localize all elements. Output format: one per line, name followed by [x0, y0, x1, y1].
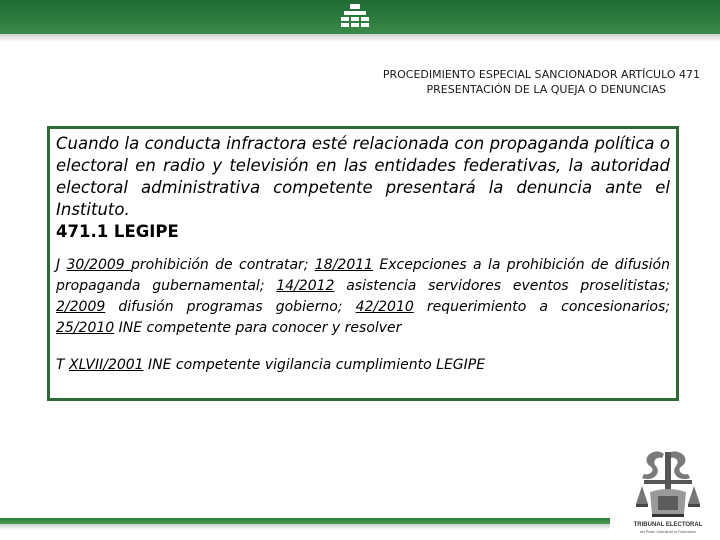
top-green-bar	[0, 0, 720, 34]
bottom-bar-shadow	[0, 524, 610, 530]
thesis-paragraph	[56, 355, 670, 376]
jurisprudence-link-5[interactable]: 42/2010	[355, 299, 414, 315]
tribunal-electoral-seal-logo	[628, 446, 708, 538]
header-line-2: PRESENTACIÓN DE LA QUEJA O DENUNCIAS	[426, 83, 666, 96]
jurisprudence-paragraph	[56, 255, 670, 339]
jurisprudence-text-1: prohibición de contratar;	[131, 257, 315, 273]
jurisprudence-link-3[interactable]: 14/2012	[276, 278, 335, 294]
thesis-link[interactable]: XLVII/2001	[69, 357, 144, 373]
jurisprudence-text-2: Excepciones a la prohibición de difusión propaganda gubernamental;	[56, 257, 670, 294]
top-bar-shadow	[0, 34, 720, 42]
org-chart-icon	[337, 3, 373, 31]
slide-header	[200, 67, 700, 97]
jurisprudence-text-4: difusión programas gobierno;	[105, 299, 356, 315]
jurisprudence-link-1[interactable]: 30/2009	[66, 257, 132, 273]
jurisprudence-link-4[interactable]: 2/2009	[56, 299, 106, 315]
seal-caption: TRIBUNAL ELECTORAL	[633, 522, 703, 528]
thesis-text: INE competente vigilancia cumplimiento LEGIPE	[143, 357, 486, 373]
jurisprudence-link-6[interactable]: 25/2010	[56, 320, 115, 336]
thesis-prefix: T	[56, 357, 70, 373]
header-line-1: PROCEDIMIENTO ESPECIAL SANCIONADOR ARTÍCULO 471	[382, 68, 700, 81]
content-box	[47, 126, 679, 401]
jurisprudence-link-2[interactable]: 18/2011	[314, 257, 374, 273]
jurisprudence-prefix: J	[56, 257, 67, 273]
jurisprudence-text-3: asistencia servidores eventos proselitistas;	[334, 278, 670, 294]
seal-subcaption: del Poder Judicial de la Federación	[639, 530, 697, 534]
jurisprudence-text-5: requerimiento a concesionarios;	[413, 299, 670, 315]
jurisprudence-text-6: INE competente para conocer y resolver	[114, 320, 402, 336]
law-reference: 471.1 LEGIPE	[56, 222, 179, 241]
main-paragraph: Cuando la conducta infractora esté relacionada con propaganda política o electoral en radio y televisión en las entidades federativas, la autoridad electoral administrativa competente presentará la denuncia ante el Instituto.	[56, 134, 670, 219]
